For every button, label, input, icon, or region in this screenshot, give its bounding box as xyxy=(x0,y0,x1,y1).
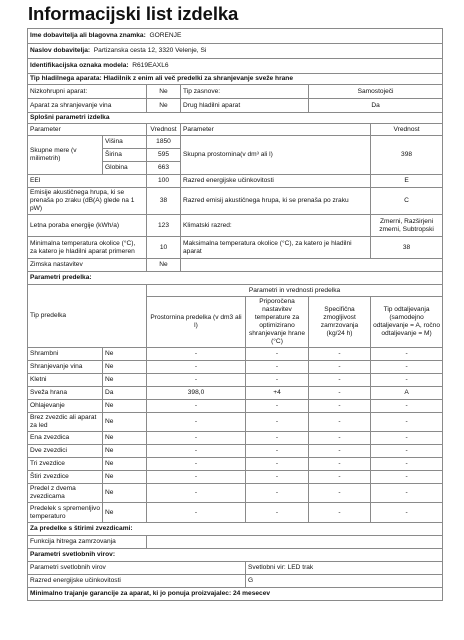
width-value: 595 xyxy=(147,149,181,162)
compartment-name: Tri zvezdice xyxy=(28,458,103,471)
volume-label: Skupna prostornina(v dm³ ali l) xyxy=(181,136,371,175)
design-label: Tip zasnove: xyxy=(181,85,309,99)
compartment-name: Sveža hrana xyxy=(28,387,103,400)
compartment-freeze: - xyxy=(309,361,371,374)
compartment-temp-header: Priporočena nastavitev temperature za optimizirano shranjevanje hrane (°C) xyxy=(246,297,309,348)
other-appliance-label: Drug hladilni aparat xyxy=(181,99,309,113)
param-header-right: Parameter xyxy=(181,124,371,136)
compartment-present: Da xyxy=(103,387,147,400)
compartment-present: Ne xyxy=(103,432,147,445)
compartment-name: Ena zvezdica xyxy=(28,432,103,445)
compartment-present: Ne xyxy=(103,503,147,523)
general-params-heading: Splošni parametri izdelka xyxy=(28,113,443,124)
compartment-volume: 398,0 xyxy=(147,387,246,400)
compartment-params-header: Parametri in vrednosti predelka xyxy=(147,285,443,297)
compartment-heading: Parametri predelka: xyxy=(28,272,443,285)
compartment-freeze: - xyxy=(309,374,371,387)
compartment-temp: +4 xyxy=(246,387,309,400)
noise-class-value: C xyxy=(371,188,443,215)
compartment-temp: - xyxy=(246,471,309,484)
compartment-row xyxy=(28,413,443,432)
compartment-row xyxy=(28,374,443,387)
compartment-freeze: - xyxy=(309,348,371,361)
compartment-freeze: - xyxy=(309,484,371,503)
model-value: R619EAXL6 xyxy=(132,62,169,69)
compartment-volume: - xyxy=(147,361,246,374)
low-noise-label: Nizkohrupni aparat: xyxy=(28,85,147,99)
compartment-temp: - xyxy=(246,445,309,458)
compartment-defrost: - xyxy=(371,432,443,445)
compartment-row xyxy=(28,348,443,361)
noise-label: Emisije akustičnega hrupa, ki se prenaša po zraku (dB(A) glede na 1 pW) xyxy=(28,188,147,215)
depth-label: Globina xyxy=(103,162,147,175)
light-type-value: Svetlobni vir: LED trak xyxy=(246,562,443,575)
noise-value: 38 xyxy=(147,188,181,215)
compartment-volume: - xyxy=(147,458,246,471)
compartment-freeze: - xyxy=(309,387,371,400)
dimensions-label: Skupne mere (v milimetrih) xyxy=(28,136,103,175)
winter-label: Zimska nastavitev xyxy=(28,259,147,272)
address-row xyxy=(28,44,443,59)
compartment-defrost: - xyxy=(371,413,443,432)
page-title: Informacijski list izdelka xyxy=(28,3,239,24)
compartment-volume: - xyxy=(147,484,246,503)
param-header: Parameter xyxy=(28,124,147,136)
compartment-temp: - xyxy=(246,484,309,503)
compartment-freeze: - xyxy=(309,471,371,484)
eei-value: 100 xyxy=(147,175,181,188)
other-appliance-value: Da xyxy=(309,99,443,113)
model-label: Identifikacijska oznaka modela: xyxy=(30,62,129,69)
compartment-volume: - xyxy=(147,348,246,361)
compartment-rows xyxy=(28,348,443,523)
address-label: Naslov dobavitelja: xyxy=(30,47,91,54)
compartment-row xyxy=(28,432,443,445)
compartment-defrost: - xyxy=(371,374,443,387)
compartment-present: Ne xyxy=(103,361,147,374)
energy-value: 123 xyxy=(147,215,181,237)
fast-freeze-value xyxy=(147,536,443,549)
winter-blank xyxy=(181,259,443,272)
warranty-row: Minimalno trajanje garancije za aparat, ki jo ponuja proizvajalec: 24 mesecev xyxy=(28,588,443,601)
wine-label: Aparat za shranjevanje vina xyxy=(28,99,147,113)
compartment-defrost: A xyxy=(371,387,443,400)
compartment-defrost: - xyxy=(371,458,443,471)
compartment-volume: - xyxy=(147,471,246,484)
supplier-value: GORENJE xyxy=(149,32,182,39)
compartment-type-header: Tip predelka xyxy=(28,285,147,348)
compartment-defrost: - xyxy=(371,445,443,458)
min-temp-value: 10 xyxy=(147,237,181,259)
compartment-defrost: - xyxy=(371,361,443,374)
compartment-present: Ne xyxy=(103,445,147,458)
compartment-defrost-header: Tip odtaljevanja (samodejno odtaljevanje = A, ročno odtaljevanje = M) xyxy=(371,297,443,348)
compartment-freeze: - xyxy=(309,445,371,458)
compartment-temp: - xyxy=(246,503,309,523)
four-star-heading: Za predelke s štirimi zvezdicami: xyxy=(28,523,443,536)
light-class-value: G xyxy=(246,575,443,588)
compartment-freeze: - xyxy=(309,413,371,432)
compartment-defrost: - xyxy=(371,484,443,503)
compartment-temp: - xyxy=(246,374,309,387)
max-temp-value: 38 xyxy=(371,237,443,259)
compartment-volume: - xyxy=(147,432,246,445)
compartment-temp: - xyxy=(246,432,309,445)
compartment-row xyxy=(28,387,443,400)
address-value: Partizanska cesta 12, 3320 Velenje, Si xyxy=(93,47,207,54)
supplier-label: Ime dobavitelja ali blagovna znamka: xyxy=(30,32,146,39)
appliance-type-heading: Tip hladilnega aparata: Hladilnik z enim ali več predelki za shranjevanje sveže hrane xyxy=(28,74,443,85)
energy-label: Letna poraba energije (kWh/a) xyxy=(28,215,147,237)
compartment-freeze: - xyxy=(309,400,371,413)
compartment-defrost: - xyxy=(371,503,443,523)
compartment-name: Kletni xyxy=(28,374,103,387)
compartment-temp: - xyxy=(246,400,309,413)
compartment-row xyxy=(28,471,443,484)
compartment-name: Predel z dvema zvezdicama xyxy=(28,484,103,503)
light-class-label: Razred energijske učinkovitosti xyxy=(28,575,246,588)
compartment-volume: - xyxy=(147,413,246,432)
value-header: Vrednost xyxy=(147,124,181,136)
climate-label: Klimatski razred: xyxy=(181,215,371,237)
min-temp-label: Minimalna temperatura okolice (°C), za katero je hladilni aparat primeren xyxy=(28,237,147,259)
compartment-volume: - xyxy=(147,400,246,413)
light-type-label: Parametri svetlobnih virov xyxy=(28,562,246,575)
compartment-temp: - xyxy=(246,413,309,432)
fast-freeze-label: Funkcija hitrega zamrzovanja xyxy=(28,536,147,549)
compartment-present: Ne xyxy=(103,484,147,503)
climate-value: Zmerni, Razširjeni zmerni, Subtropski xyxy=(371,215,443,237)
compartment-row xyxy=(28,484,443,503)
compartment-present: Ne xyxy=(103,348,147,361)
height-label: Višina xyxy=(103,136,147,149)
compartment-present: Ne xyxy=(103,413,147,432)
compartment-name: Dve zvezdici xyxy=(28,445,103,458)
compartment-row xyxy=(28,503,443,523)
low-noise-value: Ne xyxy=(147,85,181,99)
compartment-name: Ohlajevanje xyxy=(28,400,103,413)
value-header-right: Vrednost xyxy=(371,124,443,136)
compartment-name: Brez zvezdic ali aparat za led xyxy=(28,413,103,432)
max-temp-label: Maksimalna temperatura okolice (°C), za katero je hladilni aparat xyxy=(181,237,371,259)
depth-value: 663 xyxy=(147,162,181,175)
compartment-freeze: - xyxy=(309,458,371,471)
compartment-name: Shranjevanje vina xyxy=(28,361,103,374)
light-source-heading: Parametri svetlobnih virov: xyxy=(28,549,443,562)
compartment-temp: - xyxy=(246,348,309,361)
compartment-name: Shrambni xyxy=(28,348,103,361)
compartment-volume-header: Prostornina predelka (v dm3 ali l) xyxy=(147,297,246,348)
compartment-freeze-header: Specifična zmogljivost zamrzovanja (kg/24 h) xyxy=(309,297,371,348)
efficiency-class-value: E xyxy=(371,175,443,188)
compartment-row xyxy=(28,361,443,374)
design-value: Samostoječi xyxy=(309,85,443,99)
compartment-present: Ne xyxy=(103,400,147,413)
compartment-defrost: - xyxy=(371,348,443,361)
compartment-temp: - xyxy=(246,361,309,374)
efficiency-class-label: Razred energijske učinkovitosti xyxy=(181,175,371,188)
compartment-name: Štiri zvezdice xyxy=(28,471,103,484)
compartment-present: Ne xyxy=(103,374,147,387)
compartment-freeze: - xyxy=(309,432,371,445)
compartment-present: Ne xyxy=(103,471,147,484)
width-label: Širina xyxy=(103,149,147,162)
compartment-row xyxy=(28,458,443,471)
winter-value: Ne xyxy=(147,259,181,272)
compartment-row xyxy=(28,445,443,458)
compartment-volume: - xyxy=(147,445,246,458)
compartment-present: Ne xyxy=(103,458,147,471)
supplier-row xyxy=(28,29,443,44)
noise-class-label: Razred emisij akustičnega hrupa, ki se prenaša po zraku xyxy=(181,188,371,215)
eei-label: EEI xyxy=(28,175,147,188)
height-value: 1850 xyxy=(147,136,181,149)
volume-value: 398 xyxy=(371,136,443,175)
compartment-row xyxy=(28,400,443,413)
model-row xyxy=(28,59,443,74)
compartment-name: Predelek s spremenljivo temperaturo xyxy=(28,503,103,523)
compartment-temp: - xyxy=(246,458,309,471)
compartment-volume: - xyxy=(147,374,246,387)
info-table xyxy=(27,28,443,601)
compartment-volume: - xyxy=(147,503,246,523)
wine-value: Ne xyxy=(147,99,181,113)
compartment-defrost: - xyxy=(371,400,443,413)
compartment-freeze: - xyxy=(309,503,371,523)
compartment-defrost: - xyxy=(371,471,443,484)
